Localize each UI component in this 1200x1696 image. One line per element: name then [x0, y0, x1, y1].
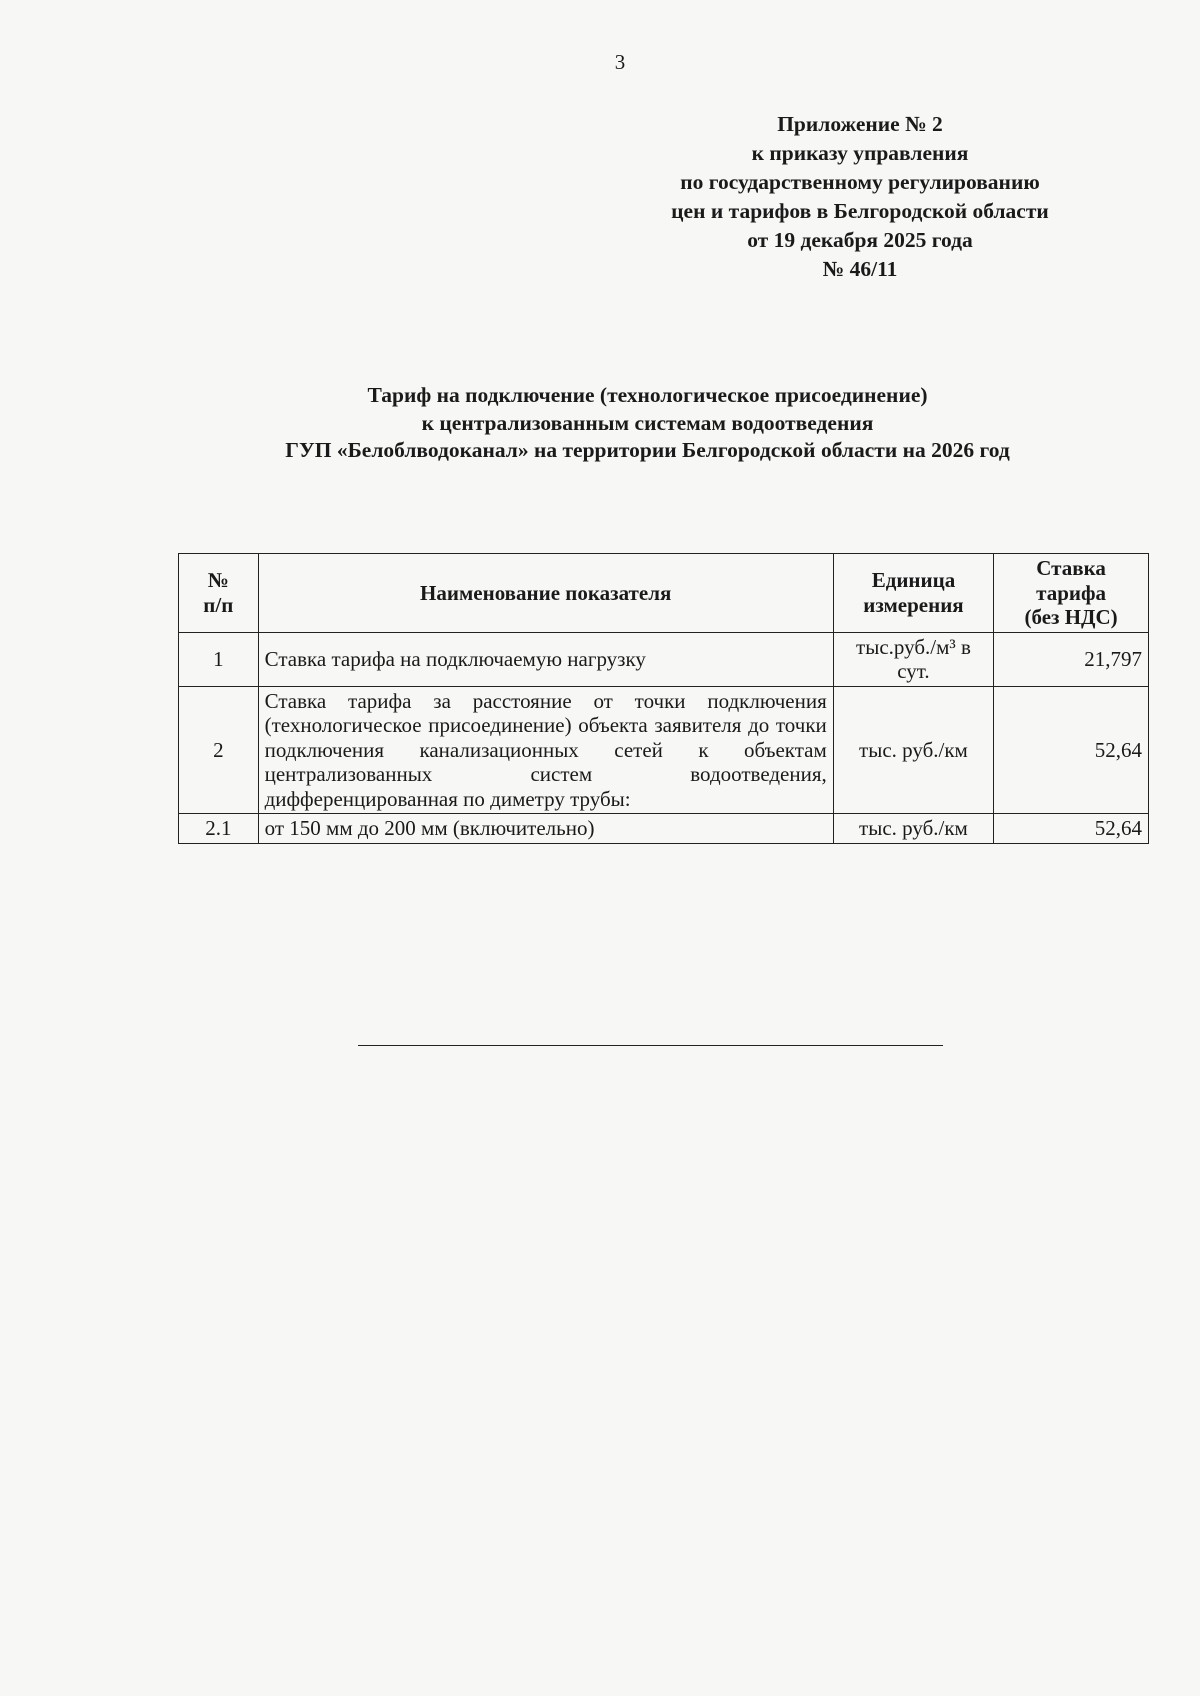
appendix-line-6: № 46/11: [822, 257, 898, 281]
appendix-line-2: к приказу управления: [751, 141, 969, 165]
document-title: [160, 382, 1135, 465]
row-1-num: 1: [179, 632, 259, 686]
row-2-num: 2: [179, 686, 259, 814]
table-row: [179, 686, 1149, 814]
table-row: [179, 814, 1149, 844]
title-line-3: ГУП «Белоблводоканал» на территории Белгородской области на 2026 год: [285, 438, 1010, 462]
row-2-unit: тыс. руб./км: [833, 686, 993, 814]
table-header-row: [179, 554, 1149, 633]
row-3-num: 2.1: [179, 814, 259, 844]
header-rate-line2: (без НДС): [1024, 605, 1118, 629]
title-line-1: Тариф на подключение (технологическое присоединение): [367, 383, 928, 407]
header-unit-line1: Единица: [871, 568, 956, 593]
header-unit-line2: измерения: [863, 592, 964, 617]
table-row: [179, 632, 1149, 686]
header-name: Наименование показателя: [258, 554, 833, 633]
header-num-line2: п/п: [203, 592, 234, 617]
page-number: 3: [614, 50, 626, 74]
row-1-name: Ставка тарифа на подключаемую нагрузку: [258, 632, 833, 686]
row-2-rate: 52,64: [994, 686, 1149, 814]
row-3-unit: тыс. руб./км: [833, 814, 993, 844]
header-num: [179, 554, 259, 633]
appendix-header: [600, 110, 1120, 284]
tariff-table: [178, 553, 1149, 844]
title-line-2: к централизованным системам водоотведения: [421, 410, 874, 435]
row-3-rate: 52,64: [994, 814, 1149, 844]
header-rate: [994, 554, 1149, 633]
appendix-line-3: по государственному регулированию: [680, 170, 1040, 194]
header-unit: [833, 554, 993, 633]
appendix-line-4: цен и тарифов в Белгородской области: [671, 199, 1049, 223]
appendix-line-5: от 19 декабря 2025 года: [747, 228, 973, 252]
header-num-line1: №: [207, 568, 229, 593]
row-2-name: Ставка тарифа за расстояние от точки подключения (технологическое присоединение) объекта заявителя до точки подключения канализационных сетей к объектам централизованных систем водоотведения, дифференцированная по диметру трубы:: [258, 686, 833, 814]
header-rate-line1: Ставка тарифа: [1036, 556, 1107, 605]
row-1-rate: 21,797: [994, 632, 1149, 686]
appendix-line-1: Приложение № 2: [777, 112, 943, 136]
row-1-unit: тыс.руб./м³ в сут.: [833, 632, 993, 686]
end-divider-line: [358, 1045, 943, 1046]
row-3-name: от 150 мм до 200 мм (включительно): [258, 814, 833, 844]
